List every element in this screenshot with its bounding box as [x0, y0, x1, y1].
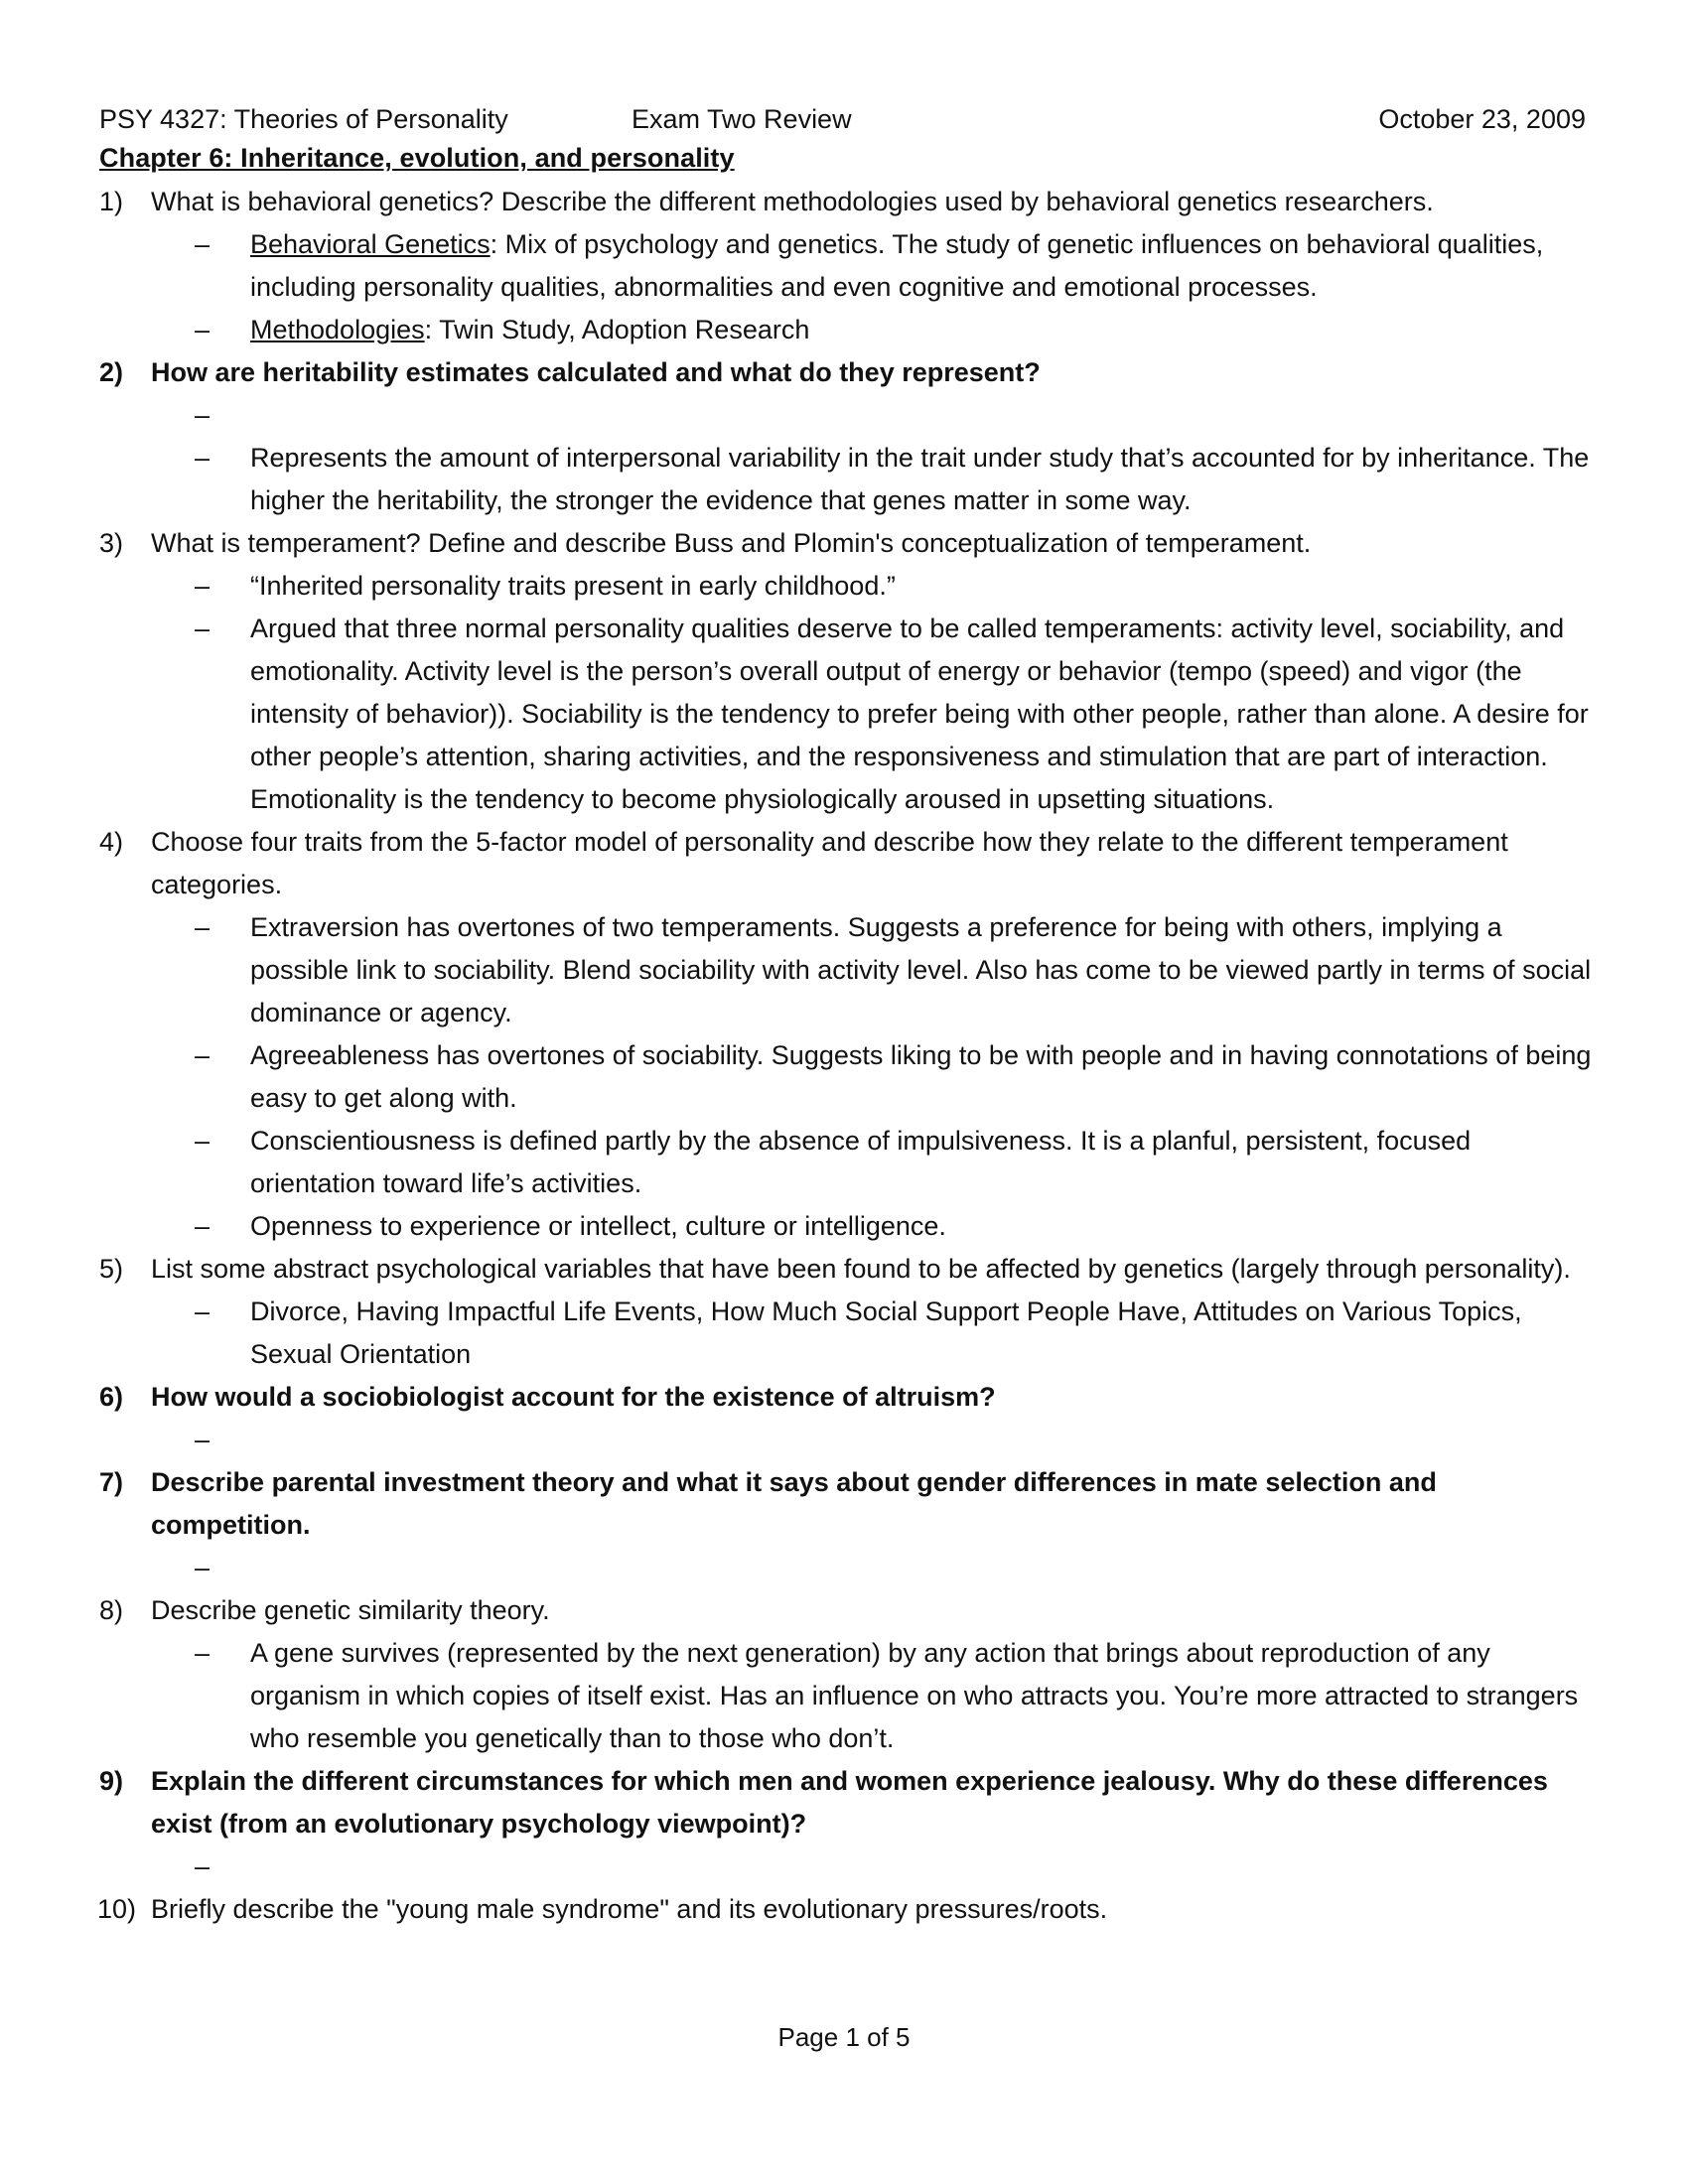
- question-3: [99, 522, 1592, 565]
- question-text: Choose four traits from the 5-factor model of personality and describe how they relate to the different temperament categories.: [151, 827, 1508, 899]
- question-text: Briefly describe the "young male syndrome" and its evolutionary pressures/roots.: [151, 1894, 1108, 1924]
- answer-text: Divorce, Having Impactful Life Events, How Much Social Support People Have, Attitudes on Various Topics, Sexual Orientation: [250, 1297, 1522, 1369]
- answer-item: [99, 1291, 1592, 1376]
- question-text: Describe parental investment theory and what it says about gender differences in mate selection and competition.: [151, 1467, 1437, 1540]
- answer-text: Extraversion has overtones of two temperaments. Suggests a preference for being with others, implying a possible link to sociability. Blend sociability with activity level. Also has come to be viewed partly in terms of social dominance or agency.: [250, 912, 1592, 1027]
- exam-title: Exam Two Review: [632, 104, 852, 134]
- question-text: List some abstract psychological variables that have been found to be affected by genetics (largely through personality).: [151, 1254, 1571, 1284]
- dash-bullet: –: [195, 1297, 211, 1326]
- question-10: [99, 1888, 1592, 1931]
- question-number: 9): [99, 1766, 124, 1796]
- answer-text: A gene survives (represented by the next generation) by any action that brings about reproduction of any organism in which copies of itself exist. Has an influence on who attracts you. You’re more attracted to strangers who resemble you genetically than to those who don’t.: [250, 1638, 1579, 1753]
- answer-text: “Inherited personality traits present in early childhood.”: [250, 571, 896, 601]
- dash-bullet: –: [195, 315, 211, 344]
- dash-bullet: –: [195, 1211, 211, 1241]
- question-text: What is temperament? Define and describe Buss and Plomin's conceptualization of temperament.: [151, 528, 1312, 558]
- question-9: [99, 1760, 1592, 1845]
- answer-text: Openness to experience or intellect, culture or intelligence.: [250, 1211, 946, 1241]
- answer-item: [99, 906, 1592, 1034]
- dash-bullet: –: [195, 1638, 211, 1668]
- answer-text: : Mix of psychology and genetics. The study of genetic influences on behavioral qualities, including personality qualities, abnormalities and even cognitive and emotional processes.: [250, 229, 1544, 302]
- answer-item: [99, 1120, 1592, 1205]
- question-7: [99, 1461, 1592, 1547]
- answer-item: [99, 1632, 1592, 1760]
- document-page: [97, 99, 1592, 1931]
- dash-bullet: –: [195, 400, 211, 430]
- answer-item-empty: [99, 1547, 1592, 1589]
- question-text: What is behavioral genetics? Describe the different methodologies used by behavioral genetics researchers.: [151, 187, 1434, 216]
- question-number: 10): [97, 1894, 137, 1924]
- header-date: October 23, 2009: [1378, 104, 1586, 134]
- question-number: 1): [99, 187, 124, 216]
- question-text: How would a sociobiologist account for the existence of altruism?: [151, 1382, 996, 1412]
- dash-bullet: –: [195, 912, 211, 942]
- question-5: [99, 1248, 1592, 1291]
- dash-bullet: –: [195, 1553, 211, 1582]
- question-2: [99, 351, 1592, 394]
- question-number: 6): [99, 1382, 124, 1412]
- answer-item-empty: [99, 1419, 1592, 1461]
- answer-text: Represents the amount of interpersonal variability in the trait under study that’s accounted for by inheritance. The higher the heritability, the stronger the evidence that genes matter in some way.: [250, 443, 1590, 515]
- answer-text: : Twin Study, Adoption Research: [424, 315, 810, 344]
- question-1: [99, 181, 1592, 223]
- question-number: 4): [99, 827, 124, 857]
- question-number: 2): [99, 357, 124, 387]
- question-6: [99, 1376, 1592, 1419]
- dash-bullet: –: [195, 1040, 211, 1070]
- dash-bullet: –: [195, 1851, 211, 1881]
- answer-text: Conscientiousness is defined partly by the absence of impulsiveness. It is a planful, persistent, focused orientation toward life’s activities.: [250, 1126, 1472, 1198]
- answer-item: [99, 565, 1592, 608]
- dash-bullet: –: [195, 229, 211, 259]
- answer-item: [99, 309, 1592, 351]
- dash-bullet: –: [195, 1126, 211, 1156]
- dash-bullet: –: [195, 1425, 211, 1454]
- dash-bullet: –: [195, 614, 211, 643]
- question-text: How are heritability estimates calculated and what do they represent?: [151, 357, 1041, 387]
- question-text: Describe genetic similarity theory.: [151, 1595, 550, 1625]
- answer-item-empty: [99, 1845, 1592, 1888]
- answer-text: Agreeableness has overtones of sociability. Suggests liking to be with people and in having connotations of being easy to get along with.: [250, 1040, 1592, 1113]
- page-header: [97, 99, 1592, 139]
- answer-text: Argued that three normal personality qualities deserve to be called temperaments: activity level, sociability, and emotionality. Activity level is the person’s overall output of energy or behavior (tempo (speed) and vigor (the intensity of behavior)). Sociability is the tendency to prefer being with other people, rather than alone. A desire for other people’s attention, sharing activities, and the responsiveness and stimulation that are part of interaction. Emotionality is the tendency to become physiologically aroused in upsetting situations.: [250, 614, 1589, 814]
- question-4: [99, 821, 1592, 906]
- question-number: 3): [99, 528, 124, 558]
- answer-item: [99, 608, 1592, 821]
- question-number: 8): [99, 1595, 124, 1625]
- question-8: [99, 1589, 1592, 1632]
- answer-item: [99, 437, 1592, 522]
- question-text: Explain the different circumstances for which men and women experience jealousy. Why do these differences exist (from an evolutionary psychology viewpoint)?: [151, 1766, 1548, 1839]
- answer-item-empty: [99, 394, 1592, 437]
- chapter-title: Chapter 6: Inheritance, evolution, and personality: [99, 143, 735, 173]
- question-number: 5): [99, 1254, 124, 1284]
- answer-item: [99, 1034, 1592, 1120]
- answer-term: Behavioral Genetics: [250, 229, 491, 259]
- answer-item: [99, 223, 1592, 309]
- question-number: 7): [99, 1467, 124, 1497]
- answer-item: [99, 1205, 1592, 1248]
- dash-bullet: –: [195, 571, 211, 601]
- dash-bullet: –: [195, 443, 211, 473]
- page-number: Page 1 of 5: [777, 2022, 911, 2052]
- course-title: PSY 4327: Theories of Personality: [99, 104, 508, 134]
- answer-term: Methodologies: [250, 315, 425, 344]
